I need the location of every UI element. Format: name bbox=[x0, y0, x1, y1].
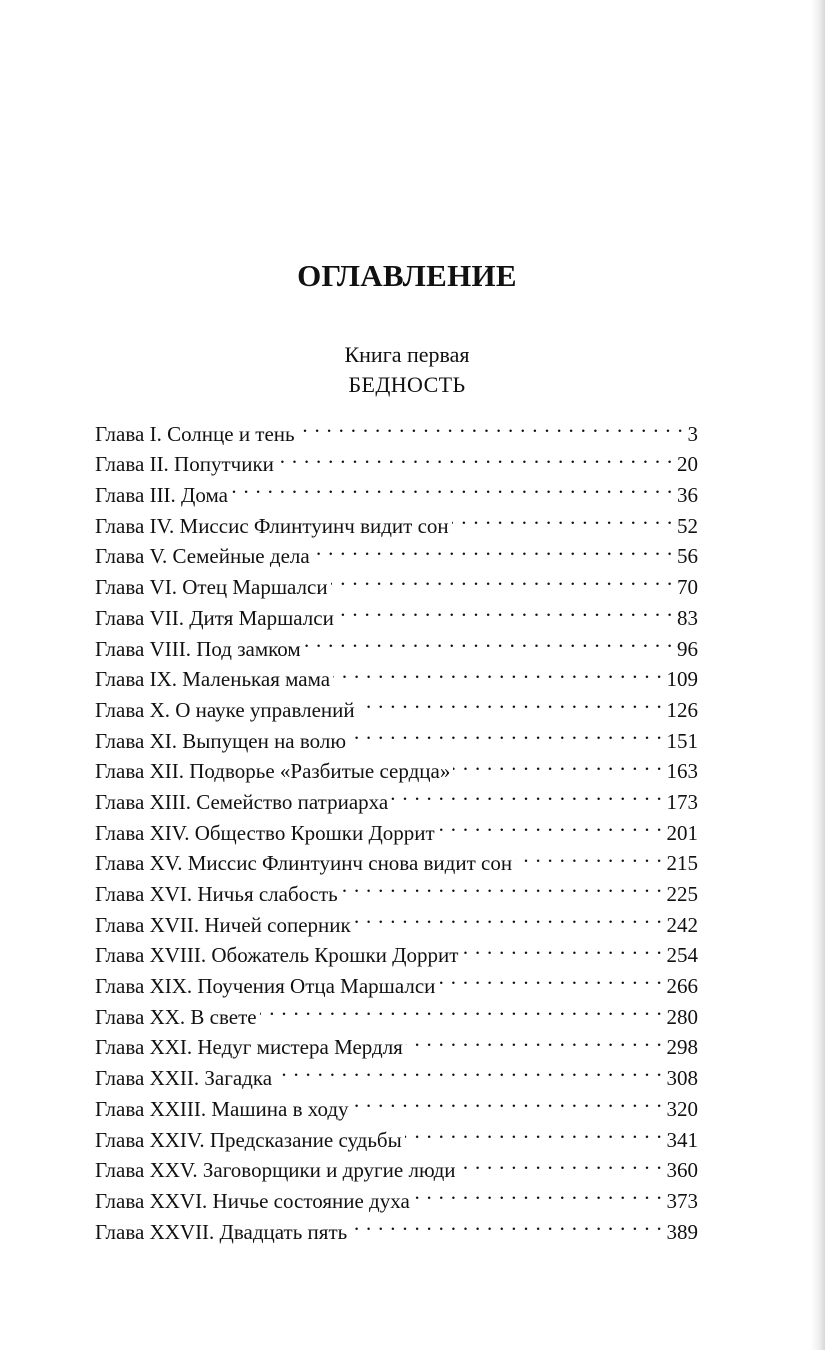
page-number: 83 bbox=[677, 605, 698, 630]
book-label: Книга первая bbox=[344, 342, 470, 367]
page-number: 320 bbox=[666, 1096, 698, 1121]
page-number: 36 bbox=[677, 483, 698, 508]
toc-entry[interactable] bbox=[95, 410, 698, 446]
dot-leader bbox=[406, 1024, 663, 1055]
page-number: 3 bbox=[687, 421, 698, 446]
page-number: 56 bbox=[677, 544, 698, 569]
dot-leader bbox=[358, 686, 663, 717]
page-edge-shadow bbox=[811, 0, 825, 1350]
page-number: 389 bbox=[666, 1219, 698, 1244]
dot-leader bbox=[277, 441, 673, 472]
chapter-title: Глава VII. Дитя Маршалси bbox=[95, 605, 334, 630]
dot-leader bbox=[354, 901, 663, 932]
page-number: 109 bbox=[666, 667, 698, 692]
page-number: 96 bbox=[677, 636, 698, 661]
chapter-title: Глава III. Дома bbox=[95, 483, 228, 508]
dot-leader bbox=[304, 625, 673, 656]
chapter-title: Глава V. Семейные дела bbox=[95, 544, 310, 569]
chapter-title: Глава XI. Выпущен на волю bbox=[95, 728, 347, 753]
dot-leader bbox=[515, 840, 662, 871]
chapter-title: Глава XVII. Ничей соперник bbox=[95, 912, 351, 937]
page-number: 151 bbox=[666, 728, 698, 753]
page-number: 173 bbox=[666, 789, 698, 814]
chapter-title: Глава XIII. Семейство патриарха bbox=[95, 789, 389, 814]
chapter-title: Глава XXIV. Предсказание судьбы bbox=[95, 1127, 402, 1152]
page-number: 308 bbox=[666, 1066, 698, 1091]
dot-leader bbox=[438, 809, 663, 840]
page-number: 20 bbox=[677, 452, 698, 477]
page-number: 341 bbox=[666, 1127, 698, 1152]
page-number: 360 bbox=[666, 1158, 698, 1183]
chapter-title: Глава XVI. Ничья слабость bbox=[95, 882, 338, 906]
chapter-title: Глава VI. Отец Маршалси bbox=[95, 575, 328, 600]
page-number: 242 bbox=[666, 912, 698, 937]
dot-leader bbox=[391, 778, 662, 809]
dot-leader bbox=[313, 533, 673, 564]
chapter-title: Глава XXVI. Ничье состояние духа bbox=[95, 1188, 410, 1213]
chapter-title: Глава VIII. Под замком bbox=[95, 636, 301, 661]
chapter-title: Глава IX. Маленькая мама bbox=[95, 667, 331, 692]
page-number: 298 bbox=[666, 1035, 698, 1060]
dot-leader bbox=[352, 1085, 663, 1116]
dot-leader bbox=[405, 1116, 663, 1147]
page-number: 70 bbox=[677, 575, 698, 600]
dot-leader bbox=[453, 748, 662, 779]
chapter-title: Глава XXIII. Машина в ходу bbox=[95, 1096, 349, 1121]
dot-leader bbox=[350, 1208, 662, 1239]
page-number: 215 bbox=[666, 851, 698, 876]
page-number: 163 bbox=[666, 759, 698, 784]
toc-list bbox=[95, 410, 698, 1244]
dot-leader bbox=[331, 563, 673, 594]
page-number: 52 bbox=[677, 513, 698, 538]
dot-leader bbox=[461, 932, 662, 963]
chapter-title: Глава IV. Миссис Флинтуинч видит сон bbox=[95, 513, 449, 538]
dot-leader bbox=[333, 656, 662, 687]
chapter-title: Глава X. О науке управлений bbox=[95, 697, 355, 722]
dot-leader bbox=[413, 1177, 663, 1208]
chapter-title: Глава XXII. Загадка bbox=[95, 1066, 273, 1091]
dot-leader bbox=[459, 1147, 663, 1178]
dot-leader bbox=[452, 502, 673, 533]
dot-leader bbox=[337, 594, 673, 625]
page-number: 254 bbox=[666, 943, 698, 968]
page-number: 126 bbox=[666, 697, 698, 722]
chapter-title: Глава XII. Подворье «Разбитые сердца» bbox=[95, 759, 451, 784]
page-number: 225 bbox=[666, 882, 698, 906]
dot-leader bbox=[341, 870, 663, 901]
dot-leader bbox=[349, 717, 662, 748]
page-number: 280 bbox=[666, 1004, 698, 1029]
page-title: ОГЛАВЛЕНИЕ bbox=[297, 258, 517, 293]
page-number: 373 bbox=[666, 1188, 698, 1213]
dot-leader bbox=[260, 993, 663, 1024]
chapter-title: Глава XX. В свете bbox=[95, 1004, 257, 1029]
dot-leader bbox=[298, 410, 684, 441]
chapter-title: Глава XVIII. Обожатель Крошки Доррит bbox=[95, 943, 459, 968]
chapter-title: Глава XXV. Заговорщики и другие люди bbox=[95, 1158, 456, 1183]
dot-leader bbox=[231, 471, 673, 502]
chapter-title: Глава I. Солнце и тень bbox=[95, 421, 295, 446]
chapter-title: Глава XXI. Недуг мистера Мердля bbox=[95, 1035, 403, 1060]
chapter-title: Глава XIV. Общество Крошки Доррит bbox=[95, 820, 435, 845]
dot-leader bbox=[438, 962, 662, 993]
book-name: БЕДНОСТЬ bbox=[348, 372, 466, 397]
page-number: 201 bbox=[666, 820, 698, 845]
page-number: 266 bbox=[666, 974, 698, 999]
chapter-title: Глава XIX. Поучения Отца Маршалси bbox=[95, 974, 436, 999]
chapter-title: Глава XXVII. Двадцать пять bbox=[95, 1219, 348, 1244]
chapter-title: Глава XV. Миссис Флинтуинч снова видит сон bbox=[95, 851, 513, 876]
chapter-title: Глава II. Попутчики bbox=[95, 452, 274, 477]
dot-leader bbox=[275, 1054, 662, 1085]
